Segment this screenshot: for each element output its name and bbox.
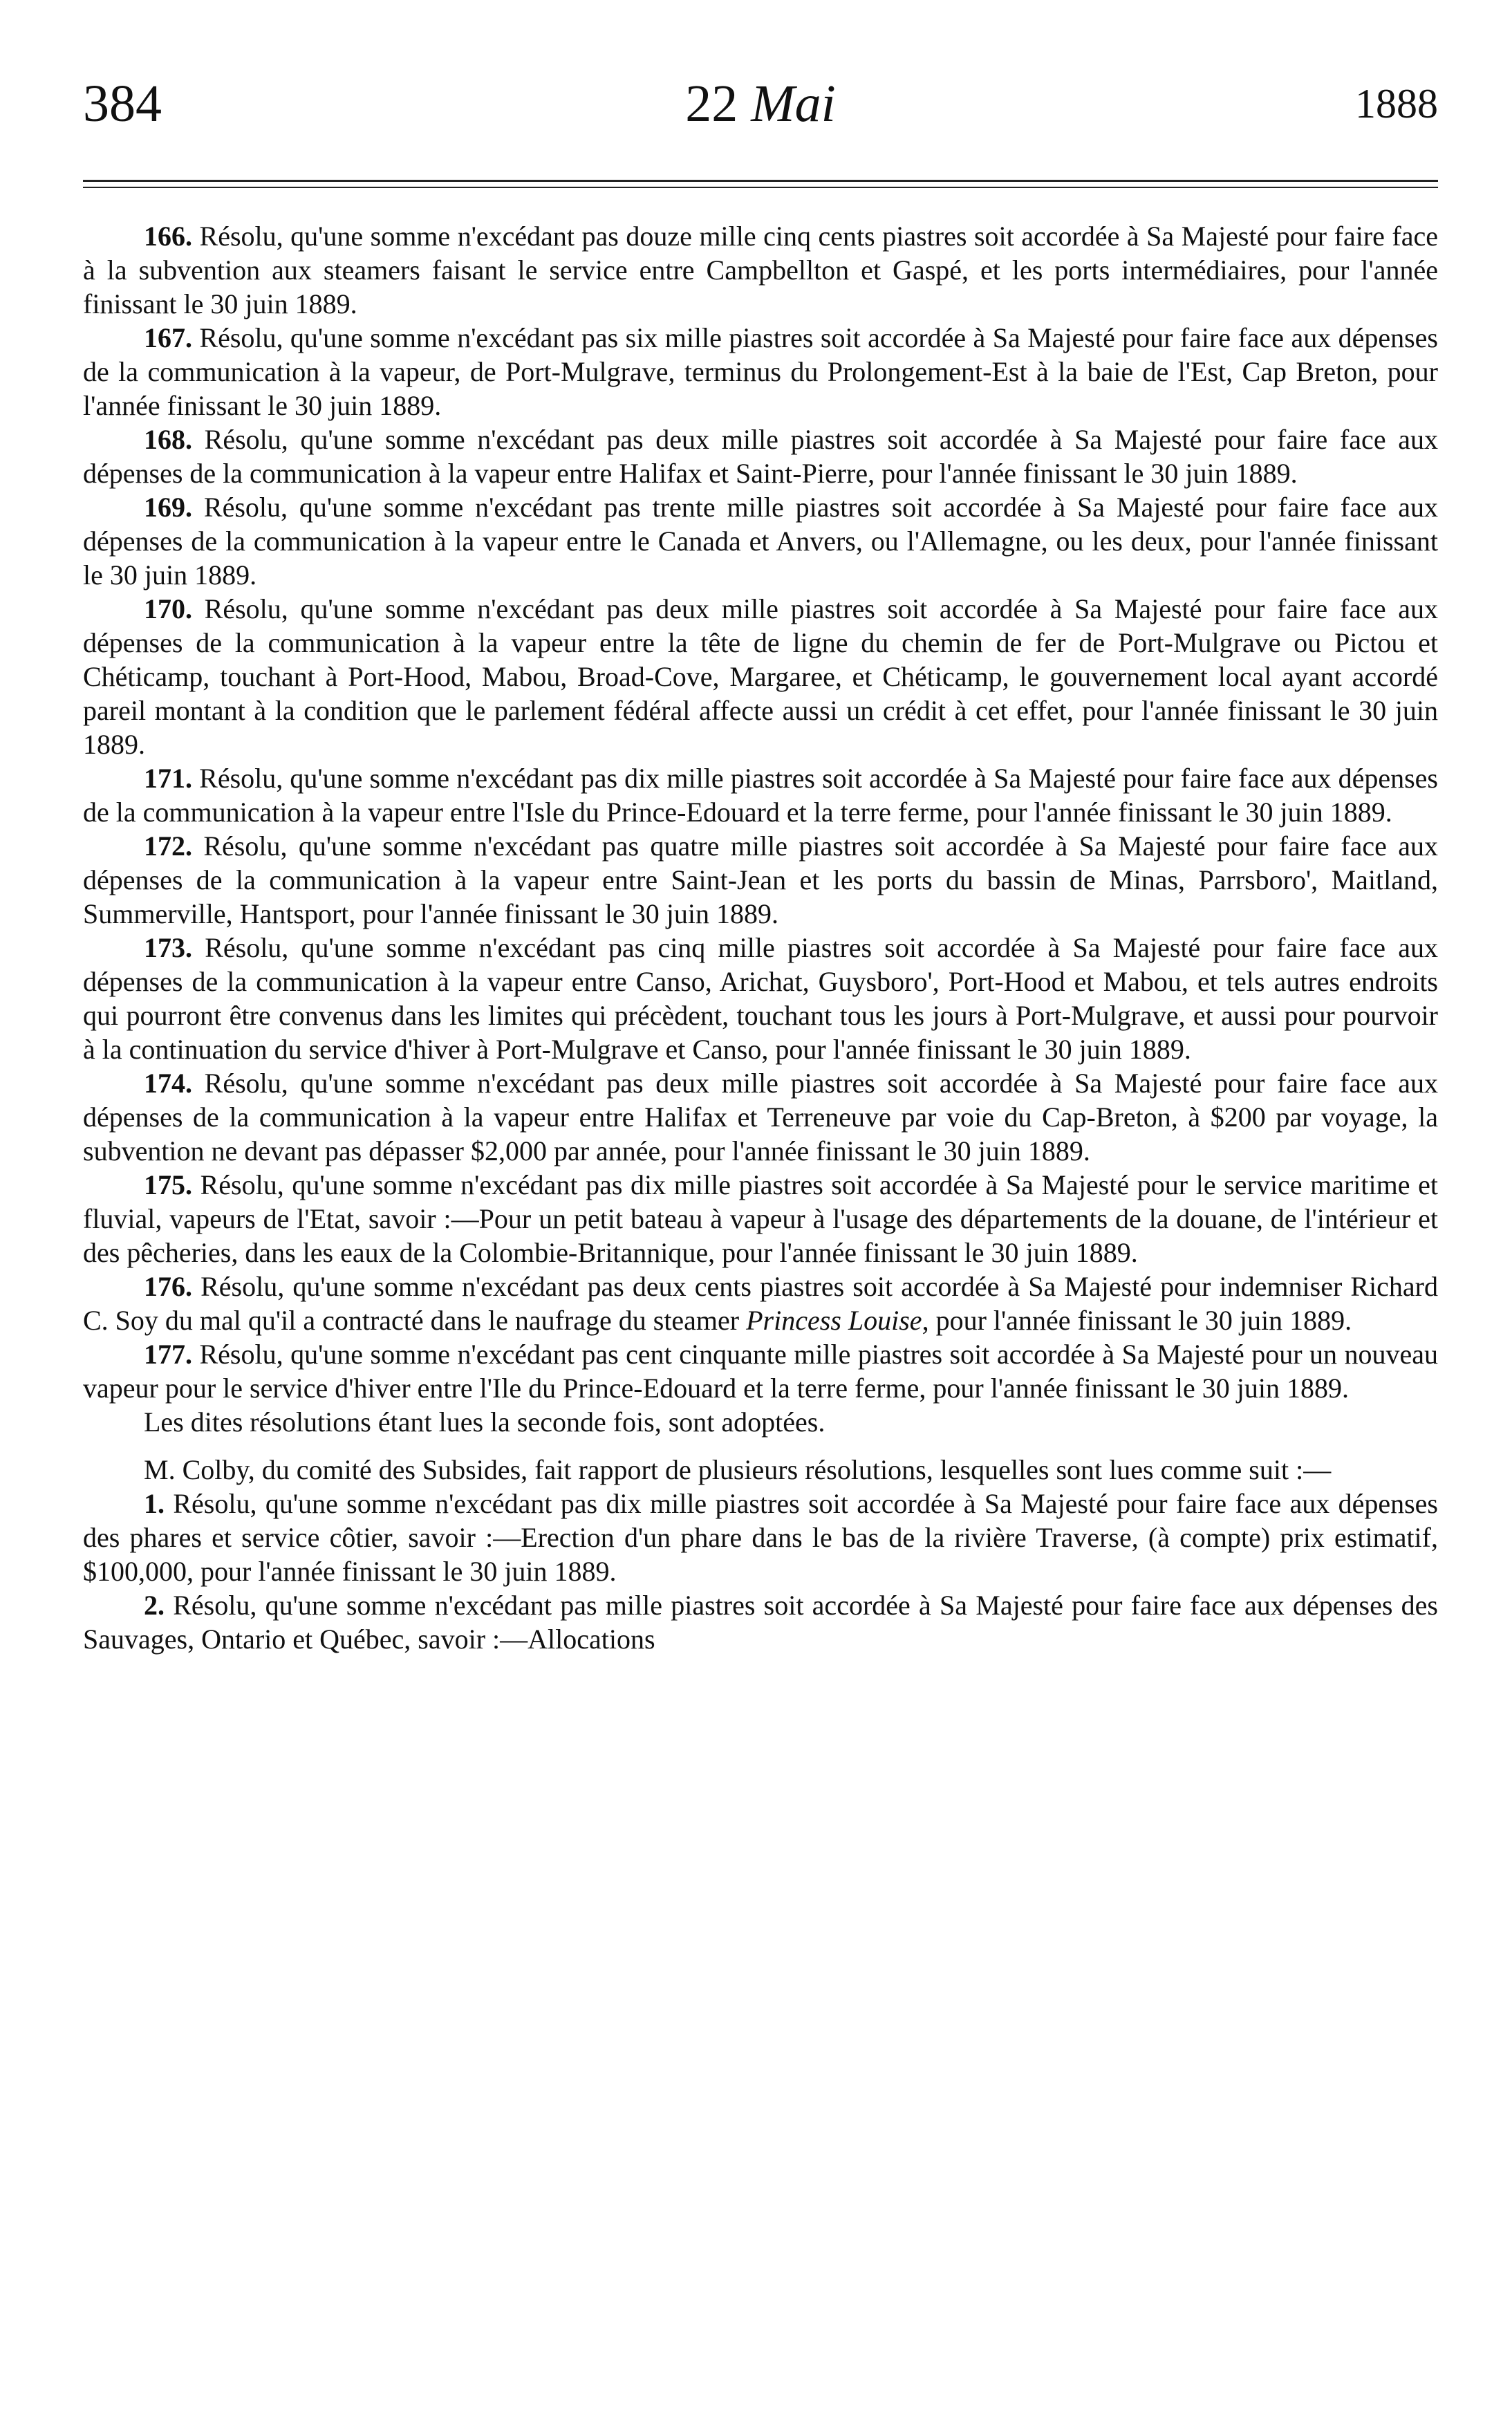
page-number: 384 [83,75,162,133]
header-double-rule [83,180,1438,188]
document-page [83,66,1438,1656]
resolution-paragraph-168 [83,422,1438,490]
resolution-paragraph-171 [83,761,1438,829]
paragraph-number: 177. [144,1339,192,1370]
paragraph-number: 1. [144,1488,165,1519]
paragraph-text: Résolu, qu'une somme n'excédant pas deux mille piastres soit accordée à Sa Majesté pour faire face aux dépenses de la communication à la vapeur entre la tête de ligne du chemin de fer de Port-Mulgrave ou Pictou et Chéticamp, touchant à Port-Hood, Mabou, Broad-Cove, Margaree, et Chéticamp, le gouvernement local ayant accordé pareil montant à la condition que le parlement fédéral affecte aussi un crédit à cet effet, pour l'année finissant le 30 juin 1889. [83,593,1438,760]
ship-name: Princess Louise [746,1305,922,1336]
document-body [83,219,1438,1656]
resolution-paragraph-176 [83,1270,1438,1337]
resolution-paragraph-172 [83,829,1438,931]
header-month: Mai [751,75,836,133]
adopted-statement: Les dites résolutions étant lues la seconde fois, sont adoptées. [144,1406,825,1438]
resolution-paragraph-175 [83,1168,1438,1270]
resolution-paragraph-167 [83,321,1438,422]
paragraph-text: Résolu, qu'une somme n'excédant pas dix mille piastres soit accordée à Sa Majesté pour faire face aux dépenses de la communication à la vapeur entre l'Isle du Prince-Edouard et la terre ferme, pour l'année finissant le 30 juin 1889. [83,763,1438,828]
paragraph-number: 170. [144,593,192,624]
paragraph-text: Résolu, qu'une somme n'excédant pas douze mille cinq cents piastres soit accordée à Sa Majesté pour faire face à la subvention aux steamers faisant le service entre Campbellton et Gaspé, et les ports intermédiaires, pour l'année finissant le 30 juin 1889. [83,221,1438,319]
resolution-paragraph-174 [83,1066,1438,1168]
committee-report-statement: M. Colby, du comité des Subsides, fait rapport de plusieurs résolutions, lesquelles sont lues comme suit :— [144,1454,1332,1485]
paragraph-number: 173. [144,932,192,963]
paragraph-text: Résolu, qu'une somme n'excédant pas trente mille piastres soit accordée à Sa Majesté pour faire face aux dépenses de la communication à la vapeur entre le Canada et Anvers, ou l'Allemagne, ou les deux, pour l'année finissant le 30 juin 1889. [83,492,1438,591]
header-year: 1888 [1355,81,1438,127]
paragraph-number: 172. [144,830,192,862]
paragraph-text: Résolu, qu'une somme n'excédant pas cinq mille piastres soit accordée à Sa Majesté pour faire face aux dépenses de la communication à la vapeur entre Canso, Arichat, Guysboro', Port-Hood et Mabou, et tels autres endroits qui pourront être convenus dans les limites qui précèdent, touchant tous les jours à Port-Mulgrave, et aussi pour pourvoir à la continuation du service d'hiver à Port-Mulgrave et Canso, pour l'année finissant le 30 juin 1889. [83,932,1438,1065]
paragraph-number: 169. [144,492,192,523]
paragraph-text: Résolu, qu'une somme n'excédant pas deux cents piastres soit accordée à Sa Majesté pour indemniser Richard C. Soy du mal qu'il a contracté dans le naufrage du steamer [83,1271,1438,1336]
paragraph-number: 167. [144,322,192,353]
paragraph-number: 171. [144,763,192,794]
paragraph-text: Résolu, qu'une somme n'excédant pas quatre mille piastres soit accordée à Sa Majesté pour faire face aux dépenses de la communication à la vapeur entre Saint-Jean et les ports du bassin de Minas, Parrsboro', Maitland, Summerville, Hantsport, pour l'année finissant le 30 juin 1889. [83,830,1438,929]
resolution-paragraph-1 [83,1487,1438,1588]
paragraph-number: 175. [144,1169,192,1200]
paragraph-number: 166. [144,221,192,252]
paragraph-text-end: , pour l'année finissant le 30 juin 1889. [922,1305,1352,1336]
paragraph-text: Résolu, qu'une somme n'excédant pas dix mille piastres soit accordée à Sa Majesté pour faire face aux dépenses des phares et service côtier, savoir :—Erection d'un phare dans le bas de la rivière Traverse, (à compte) prix estimatif, $100,000, pour l'année finissant le 30 juin 1889. [83,1488,1438,1587]
page-header [83,66,1438,142]
header-rule-top [83,180,1438,182]
resolution-paragraph-170 [83,592,1438,761]
resolution-paragraph-169 [83,490,1438,592]
paragraph-text: Résolu, qu'une somme n'excédant pas six mille piastres soit accordée à Sa Majesté pour faire face aux dépenses de la communication à la vapeur, de Port-Mulgrave, terminus du Prolongement-Est à la baie de l'Est, Cap Breton, pour l'année finissant le 30 juin 1889. [83,322,1438,421]
resolution-paragraph-177 [83,1337,1438,1405]
header-rule-bottom [83,187,1438,188]
resolution-paragraph-173 [83,931,1438,1066]
header-day: 22 [685,75,738,133]
paragraph-number: 176. [144,1271,192,1302]
paragraph-text: Résolu, qu'une somme n'excédant pas deux mille piastres soit accordée à Sa Majesté pour faire face aux dépenses de la communication à la vapeur entre Halifax et Saint-Pierre, pour l'année finissant le 30 juin 1889. [83,424,1438,489]
paragraph-text: Résolu, qu'une somme n'excédant pas dix mille piastres soit accordée à Sa Majesté pour le service maritime et fluvial, vapeurs de l'Etat, savoir :—Pour un petit bateau à vapeur à l'usage des départements de la douane, de l'intérieur et des pêcheries, dans les eaux de la Colombie-Britannique, pour l'année finissant le 30 juin 1889. [83,1169,1438,1268]
paragraph-number: 168. [144,424,192,455]
paragraph-text: Résolu, qu'une somme n'excédant pas deux mille piastres soit accordée à Sa Majesté pour faire face aux dépenses de la communication à la vapeur entre Halifax et Terreneuve par voie du Cap-Breton, à $200 par voyage, la subvention ne devant pas dépasser $2,000 par année, pour l'année finissant le 30 juin 1889. [83,1068,1438,1166]
paragraph-text: Résolu, qu'une somme n'excédant pas cent cinquante mille piastres soit accordée à Sa Majesté pour un nouveau vapeur pour le service d'hiver entre l'Ile du Prince-Edouard et la terre ferme, pour l'année finissant le 30 juin 1889. [83,1339,1438,1404]
paragraph-text: Résolu, qu'une somme n'excédant pas mille piastres soit accordée à Sa Majesté pour faire face aux dépenses des Sauvages, Ontario et Québec, savoir :—Allocations [83,1590,1438,1655]
resolution-paragraph-166 [83,219,1438,321]
paragraph-number: 174. [144,1068,192,1099]
header-date [83,66,1438,142]
resolution-paragraph-2 [83,1588,1438,1656]
paragraph-number: 2. [144,1590,165,1621]
